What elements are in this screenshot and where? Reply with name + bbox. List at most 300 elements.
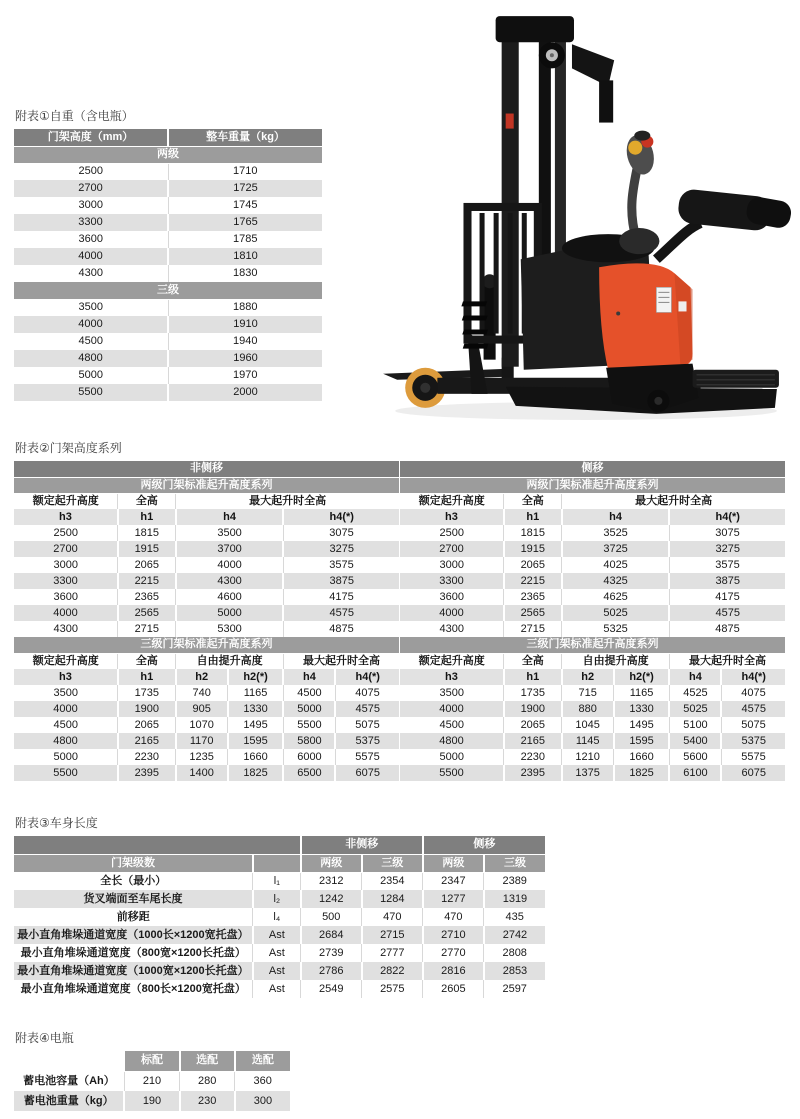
table-cell: 5075	[721, 717, 785, 733]
table-cell: 3600	[14, 589, 118, 605]
table-cell: 2808	[484, 944, 545, 962]
table-row	[14, 197, 322, 214]
column-header: 选配	[235, 1051, 290, 1071]
table-row	[14, 333, 322, 350]
table-cell: 1765	[168, 214, 322, 231]
table-cell: 2165	[504, 733, 562, 749]
table-cell: 2065	[504, 717, 562, 733]
table-cell: 5575	[335, 749, 399, 765]
column-header-row	[400, 493, 785, 509]
table-cell: 5500	[283, 717, 335, 733]
sub-header: h2(*)	[228, 669, 284, 685]
table-cell: 2853	[484, 962, 545, 980]
table-cell: 2605	[423, 980, 484, 998]
row-label-cell: 最小直角堆垛通道宽度（1000宽×1200长托盘）	[14, 962, 253, 980]
table-cell: 1595	[228, 733, 284, 749]
sub-header: h3	[14, 509, 118, 525]
table-cell: 2395	[118, 765, 176, 781]
table-cell: 4000	[14, 248, 168, 265]
mast-height-table	[14, 461, 785, 781]
row-label-cell: 货叉端面至车尾长度	[14, 890, 253, 908]
section-header: 三级	[14, 282, 322, 299]
table-cell: 5575	[721, 749, 785, 765]
table-cell: 230	[180, 1091, 235, 1111]
table-cell: 435	[484, 908, 545, 926]
row-label-cell: 全长（最小）	[14, 872, 253, 890]
section-header-row	[14, 146, 322, 163]
table-cell: 1815	[504, 525, 562, 541]
column-header: 自由提升高度	[562, 653, 670, 669]
column-header-row	[14, 854, 545, 872]
table-cell: 1242	[301, 890, 362, 908]
table-cell: 4000	[400, 605, 504, 621]
table-cell: 1915	[504, 541, 562, 557]
table-row	[14, 717, 399, 733]
table-cell: 3575	[283, 557, 399, 573]
table-cell: 3500	[14, 299, 168, 316]
table2-title: 附表②门架高度系列	[15, 441, 122, 455]
table-cell: 3600	[400, 589, 504, 605]
column-header: 全高	[118, 493, 176, 509]
table-cell: 1910	[168, 316, 322, 333]
table-cell: 1375	[562, 765, 614, 781]
table-cell: 5325	[562, 621, 670, 637]
table-cell: 2822	[362, 962, 423, 980]
table-cell: 3500	[14, 685, 118, 701]
column-header: 额定起升高度	[400, 493, 504, 509]
table-cell: 3075	[669, 525, 785, 541]
table-cell: 500	[301, 908, 362, 926]
sub-header: h4	[562, 509, 670, 525]
table-row	[14, 944, 545, 962]
table-cell: 1210	[562, 749, 614, 765]
table-cell: 4875	[283, 621, 399, 637]
table-row	[14, 248, 322, 265]
table-cell: 4300	[400, 621, 504, 637]
table-cell: 1825	[228, 765, 284, 781]
table-cell: 2230	[504, 749, 562, 765]
table-row	[14, 316, 322, 333]
reach-truck-photo	[352, 0, 800, 432]
table-cell: 2575	[362, 980, 423, 998]
table-cell: 6100	[669, 765, 721, 781]
table-row	[400, 685, 785, 701]
table-row	[14, 926, 545, 944]
table-cell: 5000	[283, 701, 335, 717]
table-cell: 2065	[504, 557, 562, 573]
table-row	[14, 1091, 290, 1111]
table-row	[14, 890, 545, 908]
table-cell: 4000	[14, 316, 168, 333]
table-row	[14, 908, 545, 926]
table-row	[14, 367, 322, 384]
sub-header: h4	[669, 669, 721, 685]
table-cell: 1330	[614, 701, 670, 717]
table-row	[14, 765, 399, 781]
row-label-cell: 最小直角堆垛通道宽度（800宽×1200长托盘）	[14, 944, 253, 962]
column-header: 自由提升高度	[176, 653, 284, 669]
table-cell: 1660	[614, 749, 670, 765]
table3-title: 附表③车身长度	[15, 816, 98, 830]
body-length-table	[14, 836, 545, 998]
spec-sticker	[656, 287, 671, 312]
table-cell: 4000	[14, 701, 118, 717]
section-header-row	[14, 637, 399, 653]
table-cell: 4025	[562, 557, 670, 573]
table-cell: 2500	[14, 163, 168, 180]
table-row	[400, 701, 785, 717]
symbol-cell: Ast	[253, 962, 301, 980]
table-cell: 2549	[301, 980, 362, 998]
column-header: 整车重量（kg）	[168, 129, 322, 146]
section-header: 三级门架标准起升高度系列	[14, 637, 399, 653]
table-cell: 1880	[168, 299, 322, 316]
table-cell: 4075	[335, 685, 399, 701]
table-cell: 4800	[400, 733, 504, 749]
table-cell: 2770	[423, 944, 484, 962]
column-header-row	[14, 1051, 290, 1071]
table-cell: 1495	[228, 717, 284, 733]
table-cell: 1735	[504, 685, 562, 701]
table-cell: 4000	[14, 605, 118, 621]
table-cell: 4800	[14, 733, 118, 749]
table-cell: 1810	[168, 248, 322, 265]
table-cell: 3725	[562, 541, 670, 557]
table-cell: 4075	[721, 685, 785, 701]
table-cell: 1830	[168, 265, 322, 282]
table-cell: 4575	[669, 605, 785, 621]
table-cell: 4000	[400, 701, 504, 717]
sub-header: 两级	[301, 854, 362, 872]
table-cell: 5000	[14, 367, 168, 384]
table-header-row	[14, 129, 322, 146]
table-row	[14, 605, 399, 621]
table-cell: 2354	[362, 872, 423, 890]
column-header: 最大起升时全高	[669, 653, 785, 669]
table-cell: 2500	[400, 525, 504, 541]
sub-header: h2(*)	[614, 669, 670, 685]
table-cell: 1710	[168, 163, 322, 180]
table-cell: 5075	[335, 717, 399, 733]
table-cell: 2365	[118, 589, 176, 605]
table-cell: 1145	[562, 733, 614, 749]
table-cell: 1319	[484, 890, 545, 908]
table-cell: 5400	[669, 733, 721, 749]
sub-header: h4(*)	[335, 669, 399, 685]
table-cell: 1900	[118, 701, 176, 717]
table-cell: 5500	[14, 765, 118, 781]
table-cell: 2500	[14, 525, 118, 541]
group-header: 侧移	[423, 836, 545, 854]
table-row	[14, 163, 322, 180]
table-cell: 3500	[400, 685, 504, 701]
table-cell: 2742	[484, 926, 545, 944]
symbol-cell: Ast	[253, 980, 301, 998]
table-cell: 2395	[504, 765, 562, 781]
column-header: 选配	[180, 1051, 235, 1071]
table-row	[14, 350, 322, 367]
table-cell: 3600	[14, 231, 168, 248]
table-cell: 2215	[118, 573, 176, 589]
table-row	[400, 573, 785, 589]
table-row	[14, 980, 545, 998]
table-row	[14, 541, 399, 557]
table-cell: 2215	[504, 573, 562, 589]
mast-height-table-section	[14, 441, 785, 781]
table-row	[14, 685, 399, 701]
section-header-row	[400, 637, 785, 653]
table-cell: 6500	[283, 765, 335, 781]
table-cell: 6075	[721, 765, 785, 781]
symbol-cell: l₂	[253, 890, 301, 908]
table-cell: 210	[124, 1071, 179, 1091]
table-row	[14, 621, 399, 637]
table-cell: 2565	[118, 605, 176, 621]
blank-header	[14, 836, 301, 854]
table-row	[400, 605, 785, 621]
column-header: 全高	[504, 493, 562, 509]
table-row	[400, 589, 785, 605]
row-label-cell: 蓄电池容量（Ah）	[14, 1071, 124, 1091]
column-header: 额定起升高度	[14, 653, 118, 669]
table-cell: 4800	[14, 350, 168, 367]
table-cell: 1960	[168, 350, 322, 367]
table-row	[400, 557, 785, 573]
table-row	[14, 589, 399, 605]
group-header-row	[14, 836, 545, 854]
table-cell: 4300	[176, 573, 284, 589]
weight-table-section	[14, 109, 322, 401]
row-label-cell: 前移距	[14, 908, 253, 926]
column-header-row	[14, 653, 399, 669]
table-cell: 715	[562, 685, 614, 701]
sub-header: h2	[562, 669, 614, 685]
mast-height-table-nonsideshift	[14, 461, 399, 781]
table-cell: 1170	[176, 733, 228, 749]
table-cell: 4175	[669, 589, 785, 605]
sub-header: h2	[176, 669, 228, 685]
sub-header: 三级	[484, 854, 545, 872]
table-cell: 1915	[118, 541, 176, 557]
table-cell: 4500	[14, 717, 118, 733]
table-cell: 3300	[14, 214, 168, 231]
battery-table	[14, 1051, 290, 1111]
column-header: 额定起升高度	[14, 493, 118, 509]
table-cell: 4300	[14, 265, 168, 282]
table-cell: 2715	[362, 926, 423, 944]
table-cell: 5025	[562, 605, 670, 621]
sub-header: h1	[118, 509, 176, 525]
table-cell: 1970	[168, 367, 322, 384]
table-cell: 5500	[14, 384, 168, 401]
sub-header: h3	[400, 509, 504, 525]
table-cell: 3000	[14, 197, 168, 214]
table-cell: 2777	[362, 944, 423, 962]
table-cell: 4525	[669, 685, 721, 701]
column-header: 全高	[118, 653, 176, 669]
table-cell: 360	[235, 1071, 290, 1091]
table-row	[400, 541, 785, 557]
column-header: 最大起升时全高	[283, 653, 399, 669]
symbol-cell: l₄	[253, 908, 301, 926]
section-header-row	[14, 282, 322, 299]
sub-header: h3	[14, 669, 118, 685]
table-cell: 2312	[301, 872, 362, 890]
table-cell: 1277	[423, 890, 484, 908]
table-row	[14, 180, 322, 197]
table-cell: 5375	[721, 733, 785, 749]
table-cell: 470	[423, 908, 484, 926]
table-cell: 4500	[400, 717, 504, 733]
table-cell: 4875	[669, 621, 785, 637]
column-header: 最大起升时全高	[176, 493, 399, 509]
column-header: 最大起升时全高	[562, 493, 785, 509]
table-cell: 1235	[176, 749, 228, 765]
table-cell: 1940	[168, 333, 322, 350]
blank-header	[14, 1051, 124, 1071]
sub-header: h4(*)	[283, 509, 399, 525]
table-row	[400, 749, 785, 765]
table-row	[14, 557, 399, 573]
table-cell: 6000	[283, 749, 335, 765]
group-header-row	[14, 461, 399, 477]
table-cell: 4625	[562, 589, 670, 605]
table-cell: 1660	[228, 749, 284, 765]
table-row	[14, 265, 322, 282]
table-cell: 470	[362, 908, 423, 926]
table-cell: 4175	[283, 589, 399, 605]
battery-table-section	[14, 1031, 290, 1111]
sub-header: h1	[118, 669, 176, 685]
table-cell: 1825	[614, 765, 670, 781]
table-row	[400, 621, 785, 637]
table-cell: 4300	[14, 621, 118, 637]
table-cell: 1330	[228, 701, 284, 717]
table-cell: 3075	[283, 525, 399, 541]
table-cell: 1815	[118, 525, 176, 541]
group-header: 侧移	[400, 461, 785, 477]
group-header: 非侧移	[14, 461, 399, 477]
section-header: 两级	[14, 146, 322, 163]
symbol-cell: l₁	[253, 872, 301, 890]
table-cell: 2389	[484, 872, 545, 890]
table-cell: 2065	[118, 557, 176, 573]
table-cell: 2230	[118, 749, 176, 765]
table-cell: 1165	[228, 685, 284, 701]
sub-header-row	[400, 509, 785, 525]
table-row	[14, 872, 545, 890]
reach-truck-illustration	[352, 0, 800, 432]
table-cell: 4575	[721, 701, 785, 717]
table-cell: 5300	[176, 621, 284, 637]
body-red-panel	[599, 263, 692, 369]
table-cell: 6075	[335, 765, 399, 781]
table-row	[400, 765, 785, 781]
table-cell: 3275	[669, 541, 785, 557]
group-header-row	[400, 461, 785, 477]
table-cell: 2710	[423, 926, 484, 944]
section-header: 两级门架标准起升高度系列	[400, 477, 785, 493]
table-cell: 1725	[168, 180, 322, 197]
mast-height-table-sideshift	[400, 461, 785, 781]
row-label-cell: 最小直角堆垛通道宽度（1000长×1200宽托盘）	[14, 926, 253, 944]
table-cell: 5000	[400, 749, 504, 765]
table-cell: 5500	[400, 765, 504, 781]
table-row	[14, 231, 322, 248]
table-cell: 2816	[423, 962, 484, 980]
table-cell: 5100	[669, 717, 721, 733]
table-row	[400, 717, 785, 733]
table-cell: 300	[235, 1091, 290, 1111]
tiller	[619, 131, 659, 255]
sub-header-row	[400, 669, 785, 685]
table-cell: 2347	[423, 872, 484, 890]
table-cell: 905	[176, 701, 228, 717]
table-cell: 2565	[504, 605, 562, 621]
row-label-cell: 蓄电池重量（kg）	[14, 1091, 124, 1111]
mast-warning-sticker	[506, 114, 514, 129]
body-length-table-section	[14, 816, 545, 998]
sub-header: h4	[283, 669, 335, 685]
table-cell: 3525	[562, 525, 670, 541]
symbol-cell: Ast	[253, 926, 301, 944]
horn-button	[628, 141, 642, 155]
group-header: 非侧移	[301, 836, 423, 854]
sub-header: h1	[504, 509, 562, 525]
sub-header: h1	[504, 669, 562, 685]
table-cell: 2065	[118, 717, 176, 733]
table-cell: 1070	[176, 717, 228, 733]
table4-title: 附表④电瓶	[15, 1031, 74, 1045]
table-cell: 880	[562, 701, 614, 717]
table-cell: 5800	[283, 733, 335, 749]
table-cell: 2715	[504, 621, 562, 637]
sub-header: h4	[176, 509, 284, 525]
table-cell: 1495	[614, 717, 670, 733]
table-cell: 1284	[362, 890, 423, 908]
table-cell: 4500	[14, 333, 168, 350]
section-header: 三级门架标准起升高度系列	[400, 637, 785, 653]
column-header: 门架级数	[14, 854, 253, 872]
table-row	[400, 525, 785, 541]
table-row	[14, 733, 399, 749]
table-cell: 3500	[176, 525, 284, 541]
table-cell: 1745	[168, 197, 322, 214]
section-header: 两级门架标准起升高度系列	[14, 477, 399, 493]
column-header: 门架高度（mm）	[14, 129, 168, 146]
table-cell: 1785	[168, 231, 322, 248]
table-row	[14, 701, 399, 717]
armrest	[656, 188, 793, 259]
table-row	[14, 749, 399, 765]
table-cell: 4575	[283, 605, 399, 621]
table-cell: 3275	[283, 541, 399, 557]
table-cell: 1045	[562, 717, 614, 733]
table-cell: 2786	[301, 962, 362, 980]
weight-table	[14, 129, 322, 401]
column-header: 全高	[504, 653, 562, 669]
table-cell: 190	[124, 1091, 179, 1111]
table-cell: 2597	[484, 980, 545, 998]
table-cell: 740	[176, 685, 228, 701]
row-label-cell: 最小直角堆垛通道宽度（800长×1200宽托盘）	[14, 980, 253, 998]
table-cell: 4000	[176, 557, 284, 573]
table-cell: 2365	[504, 589, 562, 605]
table-cell: 3575	[669, 557, 785, 573]
symbol-cell: Ast	[253, 944, 301, 962]
table-cell: 2739	[301, 944, 362, 962]
table-cell: 1735	[118, 685, 176, 701]
